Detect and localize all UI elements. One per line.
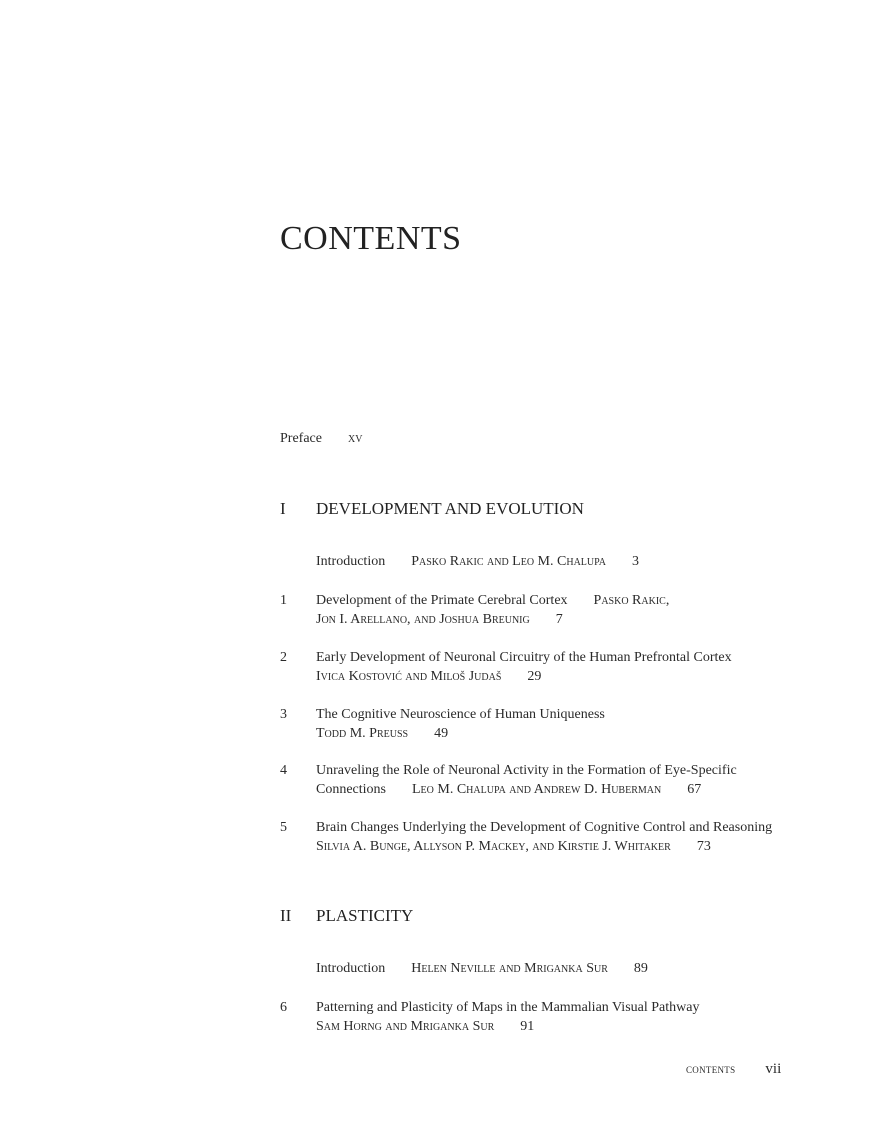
page-title: CONTENTS xyxy=(280,220,462,257)
toc-introduction[interactable] xyxy=(280,553,840,572)
chapter-authors: Todd M. Preuss xyxy=(316,725,409,741)
chapter-number: 2 xyxy=(280,650,287,665)
toc-chapter[interactable] xyxy=(280,706,840,743)
chapter-title: Development of the Primate Cerebral Cortex xyxy=(316,593,568,608)
part-heading xyxy=(280,906,413,926)
chapter-authors: Leo M. Chalupa and Andrew D. Huberman xyxy=(412,781,662,797)
chapter-number: 3 xyxy=(280,707,287,722)
chapter-number: 1 xyxy=(280,593,287,608)
part-number: II xyxy=(280,906,292,925)
part-number: I xyxy=(280,499,286,518)
chapter-title: Patterning and Plasticity of Maps in the Mammalian Visual Pathway xyxy=(316,1000,700,1015)
toc-chapter[interactable] xyxy=(280,762,840,799)
chapter-page: 29 xyxy=(527,668,542,684)
chapter-title: Early Development of Neuronal Circuitry of the Human Prefrontal Cortex xyxy=(316,650,732,665)
chapter-page: 91 xyxy=(520,1018,535,1034)
chapter-title: The Cognitive Neuroscience of Human Uniqueness xyxy=(316,707,605,722)
intro-label: Introduction xyxy=(316,961,386,976)
chapter-title: Brain Changes Underlying the Development of Cognitive Control and Reasoning xyxy=(316,820,773,835)
chapter-authors: Silvia A. Bunge, Allyson P. Mackey, and Kirstie J. Whitaker xyxy=(316,838,671,854)
chapter-authors: Jon I. Arellano, and Joshua Breunig xyxy=(316,611,530,627)
preface-label: Preface xyxy=(280,431,322,446)
chapter-page: 49 xyxy=(434,725,449,741)
chapter-page: 7 xyxy=(555,611,563,627)
intro-page: 3 xyxy=(631,554,639,569)
chapter-page: 73 xyxy=(696,838,711,854)
intro-label: Introduction xyxy=(316,554,386,569)
chapter-title: Connections xyxy=(316,781,386,797)
footer-label: contents xyxy=(686,1061,736,1076)
part-title: DEVELOPMENT AND EVOLUTION xyxy=(316,499,584,518)
part-heading xyxy=(280,499,584,519)
preface-page: xv xyxy=(347,431,363,446)
chapter-number: 6 xyxy=(280,1000,287,1015)
page-number: vii xyxy=(765,1061,782,1077)
toc-chapter[interactable] xyxy=(280,819,840,856)
part-title: PLASTICITY xyxy=(316,906,414,925)
chapter-title: Unraveling the Role of Neuronal Activity in the Formation of Eye-Specific xyxy=(316,763,737,778)
toc-chapter[interactable] xyxy=(280,592,840,629)
chapter-authors: Sam Horng and Mriganka Sur xyxy=(316,1018,495,1034)
chapter-number: 5 xyxy=(280,820,287,835)
running-footer xyxy=(686,1061,781,1078)
intro-authors: Pasko Rakic and Leo M. Chalupa xyxy=(411,554,606,569)
chapter-authors: Ivica Kostović and Miloš Judaš xyxy=(316,668,502,684)
toc-chapter[interactable] xyxy=(280,649,840,686)
chapter-number: 4 xyxy=(280,763,287,778)
preface-entry[interactable] xyxy=(280,431,362,447)
toc-introduction[interactable] xyxy=(280,960,840,979)
intro-authors: Helen Neville and Mriganka Sur xyxy=(411,961,608,976)
chapter-authors: Pasko Rakic, xyxy=(593,593,670,608)
intro-page: 89 xyxy=(633,961,648,976)
chapter-page: 67 xyxy=(687,781,702,797)
toc-chapter[interactable] xyxy=(280,999,840,1036)
